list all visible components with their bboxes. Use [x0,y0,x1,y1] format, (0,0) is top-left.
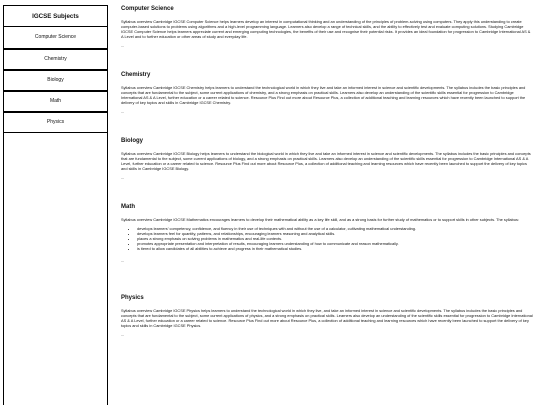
section-title: Math [121,204,135,210]
list-item: • develops learners' competency, confidence, and fluency in their use of techniques with and without the use of a calculator, cultivating mathematical understanding. [137,226,533,231]
section-title: Biology [121,138,143,144]
list-item: • promotes appropriate presentation and interpretation of results, encouraging learners understanding of how to communicate and reason mathematically. [137,241,533,246]
list-item: • develops learners feel for quantity, patterns, and relationships, encouraging learners reasoning and analytical skills. [137,231,533,236]
sidebar-item-computer-science[interactable]: Computer Science [4,27,107,49]
section-body: Syllabus overview Cambridge IGCSE Mathematics encourages learners to develop their mathematical ability as a key life skill, and as a strong basis for further study of mathematics or to support skills in other subjects. The syllabus: [121,217,520,222]
list-item: • is tiered to allow candidates of all abilities to achieve and progress in their mathematical studies. [137,246,533,251]
section-body: Syllabus overview Cambridge IGCSE Computer Science helps learners develop an interest in computational thinking and an understanding of the principles of problem-solving using computers. They apply this understanding to create computer-based solutions to problems using algorithms and a high-level programming language. Learners also develop a range of technical skills, and the ability to effectively test and evaluate computing solutions. Studying Cambridge IGCSE Computer Science helps learners appreciate current and emerging computing technologies, the benefits of their use and recognise their potential risks. It provides an ideal foundation for progression to Cambridge International AS & A Level and to further education or other areas of study and everyday life. [121,19,531,40]
section-more: ... [121,332,125,338]
sidebar-item-chemistry[interactable]: Chemistry [4,49,107,70]
section-title: Chemistry [121,72,151,78]
section-more: ... [121,43,125,49]
section-chemistry [121,71,533,137]
syllabus-bullet-list [121,226,533,251]
section-title: Physics [121,295,144,301]
section-title: Computer Science [121,6,174,12]
sidebar-item-physics[interactable]: Physics [4,112,107,133]
section-more: ... [121,175,125,181]
section-physics [121,294,533,354]
sidebar-item-math[interactable]: Math [4,91,107,112]
subjects-sidebar [3,5,108,405]
section-body: Syllabus overview Cambridge IGCSE Chemistry helps learners to understand the technological world in which they live and take an informed interest in science and scientific developments. The syllabus includes the basic principles and concepts that are fundamental to the subject, some current applications of chemistry, and a strong emphasis on practical skills. Learners also develop an understanding of the scientific skills essential for progression to Cambridge International AS & A Level, further education or a career related to science. Resource Plus Find out more about Resource Plus, a collection of additional teaching and learning resources which have recently been launched to support the delivery of key topics and skills in Cambridge IGCSE Chemistry. [121,85,526,106]
section-body: Syllabus overview Cambridge IGCSE Biology helps learners to understand the biological world in which they live and take an informed interest in science and scientific developments. The syllabus includes the basic principles and concepts that are fundamental to the subject, some current applications of biology, and a strong emphasis on practical skills. Learners also develop an understanding of the scientific skills essential for progression to Cambridge International AS & A Level, further education or a career related to science. Resource Plus Find out more about Resource Plus, a collection of additional teaching and learning resources which have recently been launched to support the delivery of key topics and skills in Cambridge IGCSE Biology. [121,151,531,172]
sidebar-item-biology[interactable]: Biology [4,70,107,91]
section-computer-science [121,5,533,71]
section-body: Syllabus overview Cambridge IGCSE Physics helps learners to understand the technological world in which they live, and take an informed interest in science and scientific developments. The syllabus includes the basic principles and concepts that are fundamental to the subject, some current applications of physics, and a strong emphasis on practical skills. Learners also develop an understanding of the scientific skills essential for progression to Cambridge International AS & A Level, further education or a career related to science. Resource Plus Find out more about Resource Plus, a collection of additional teaching and learning resources which have recently been launched to support the delivery of key topics and skills in Cambridge IGCSE Physics. [121,308,533,329]
subjects-content [121,5,533,405]
section-biology [121,137,533,203]
sidebar-title: IGCSE Subjects [4,6,107,27]
section-more: ... [121,109,125,115]
section-more: ... [121,257,125,263]
subjects-nav [4,27,107,133]
section-math [121,203,533,294]
list-item: • places a strong emphasis on solving problems in mathematics and real-life contexts. [137,236,533,241]
